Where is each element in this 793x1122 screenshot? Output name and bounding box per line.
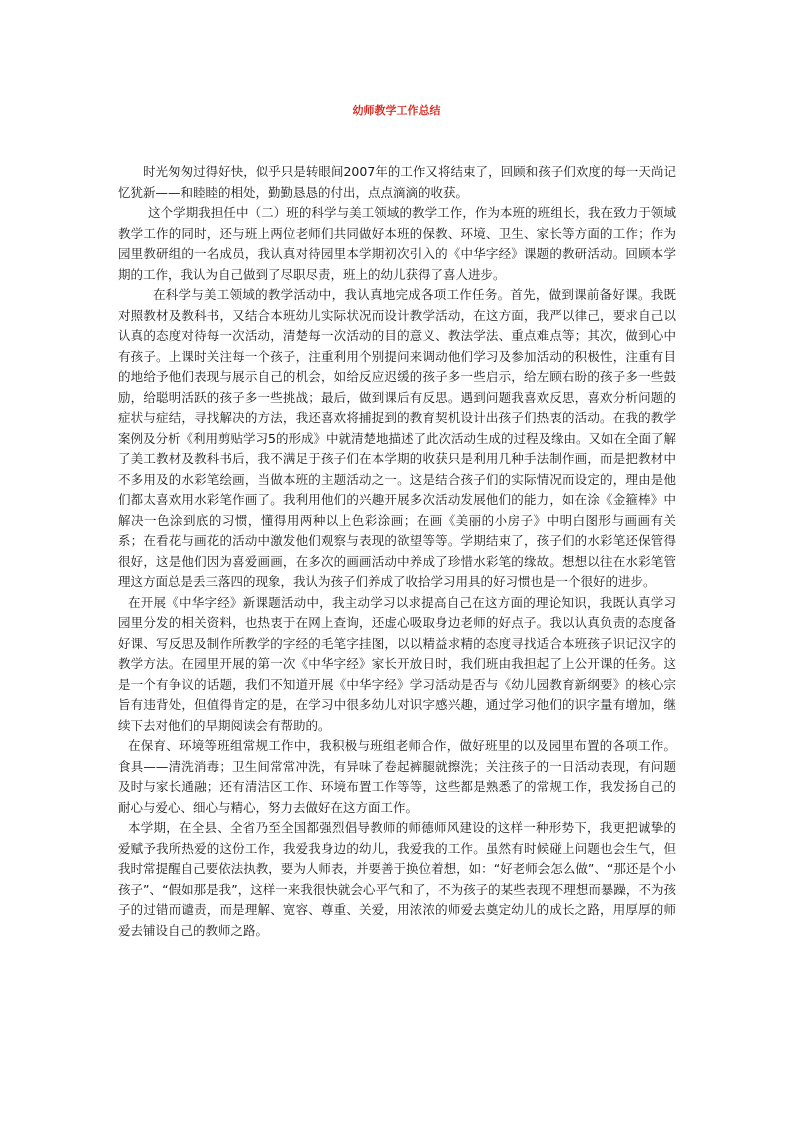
document-title: 幼师教学工作总结 bbox=[352, 104, 441, 117]
paragraph-6: 本学期，在全县、全省乃至全国都强烈倡导教师的师德师风建设的这样一种形势下，我更把诚挚的爱赋予我所热爱的这份工作，我爱我身边的幼儿，我爱我的工作。虽然有时候碰上问题也会生气，但我时常提醒自己要依法执教，要为人师表，并要善于换位着想，如：“好老师会怎么做”、“那还是个小孩子”、“假如那是我”，这样一来我很快就会心平气和了，不为孩子的某些表现不理想而暴躁，不为孩子的过错而谴责，而是理解、宽容、尊重、关爱，用浓浓的师爱去奠定幼儿的成长之路，用厚厚的师爱去铺设自己的教师之路。 bbox=[118, 820, 676, 938]
document-body bbox=[118, 162, 676, 941]
paragraph-3: 在科学与美工领域的教学活动中，我认真地完成各项工作任务。首先，做到课前备好课。我既对照教材及教科书，又结合本班幼儿实际状况而设计教学活动，在这方面，我严以律己，要求自己以认真的态度对待每一次活动，清楚每一次活动的目的意义、教法学法、重点难点等；其次，做到心中有孩子。上课时关注每一个孩子，注重利用个别提问来调动他们学习及参加活动的积极性，注重有目的地给予他们表现与展示自己的机会，如给反应迟缓的孩子多一些启示，给左顾右盼的孩子多一些鼓励，给聪明活跃的孩子多一些挑战；最后，做到课后有反思。遇到问题我喜欢反思，喜欢分析问题的症状与症结，寻找解决的方法，我还喜欢将捕捉到的教育契机设计出孩子们热衷的活动。在我的教学案例及分析《利用剪贴学习5的形成》中就清楚地描述了此次活动生成的过程及缘由。又如在全面了解了美工教材及教科书后，我不满足于孩子们在本学期的收获只是利用几种手法制作画，而是把教材中不多用及的水彩笔绘画，当做本班的主题活动之一。这是结合孩子们的实际情况而设定的，理由是他们都太喜欢用水彩笔作画了。我利用他们的兴趣开展多次活动发展他们的能力，如在涂《金箍棒》中解决一色涂到底的习惯，懂得用两种以上色彩涂画；在画《美丽的小房子》中明白图形与画画有关系；在看花与画花的活动中激发他们观察与表现的欲望等等。学期结束了，孩子们的水彩笔还保管得很好，这是他们因为喜爱画画，在多次的画画活动中养成了珍惜水彩笔的缘故。想想以往在水彩笔管理这方面总是丢三落四的现象，我认为孩子们养成了收拾学习用具的好习惯也是一个很好的进步。 bbox=[118, 287, 676, 589]
paragraph-1: 时光匆匆过得好快，似乎只是转眼间2007年的工作又将结束了，回顾和孩子们欢度的每一天尚记忆犹新——和睦睦的相处，勤勤恳恳的付出，点点滴滴的收获。 bbox=[118, 164, 676, 200]
paragraph-4: 在开展《中华字经》新课题活动中，我主动学习以求提高自己在这方面的理论知识，我既认真学习园里分发的相关资料，也热衷于在网上查询，还虚心吸取身边老师的好点子。我以认真负责的态度备好课、写反思及制作所教学的字经的毛笔字挂图，以以精益求精的态度寻找适合本班孩子识记汉字的教学方法。在园里开展的第一次《中华字经》家长开放日时，我们班由我担起了上公开课的任务。这是一个有争议的话题，我们不知道开展《中华字经》学习活动是否与《幼儿园教育新纲要》的核心宗旨有违背处，但值得肯定的是，在学习中很多幼儿对识字感兴趣，通过学习他们的识字量有增加，继续下去对他们的早期阅读会有帮助的。 bbox=[118, 594, 676, 733]
paragraph-5: 在保育、环境等班组常规工作中，我积极与班组老师合作，做好班里的以及园里布置的各项工作。食具——清洗消毒；卫生间常常冲洗，有异味了卷起裤腿就擦洗；关注孩子的一日活动表现，有问题及时与家长通融；还有清洁区工作、环境布置工作等等，这些都是熟悉了的常规工作，我发扬自己的耐心与爱心、细心与精心，努力去做好在这方面工作。 bbox=[118, 738, 676, 815]
paragraph-2: 这个学期我担任中（二）班的科学与美工领域的教学工作，作为本班的班组长，我在致力于领域教学工作的同时，还与班上两位老师们共同做好本班的保教、环境、卫生、家长等方面的工作；作为园里教研组的一名成员，我认真对待园里本学期初次引入的《中华字经》课题的教研活动。回顾本学期的工作，我认为自己做到了尽职尽责，班上的幼儿获得了喜人进步。 bbox=[118, 205, 676, 282]
